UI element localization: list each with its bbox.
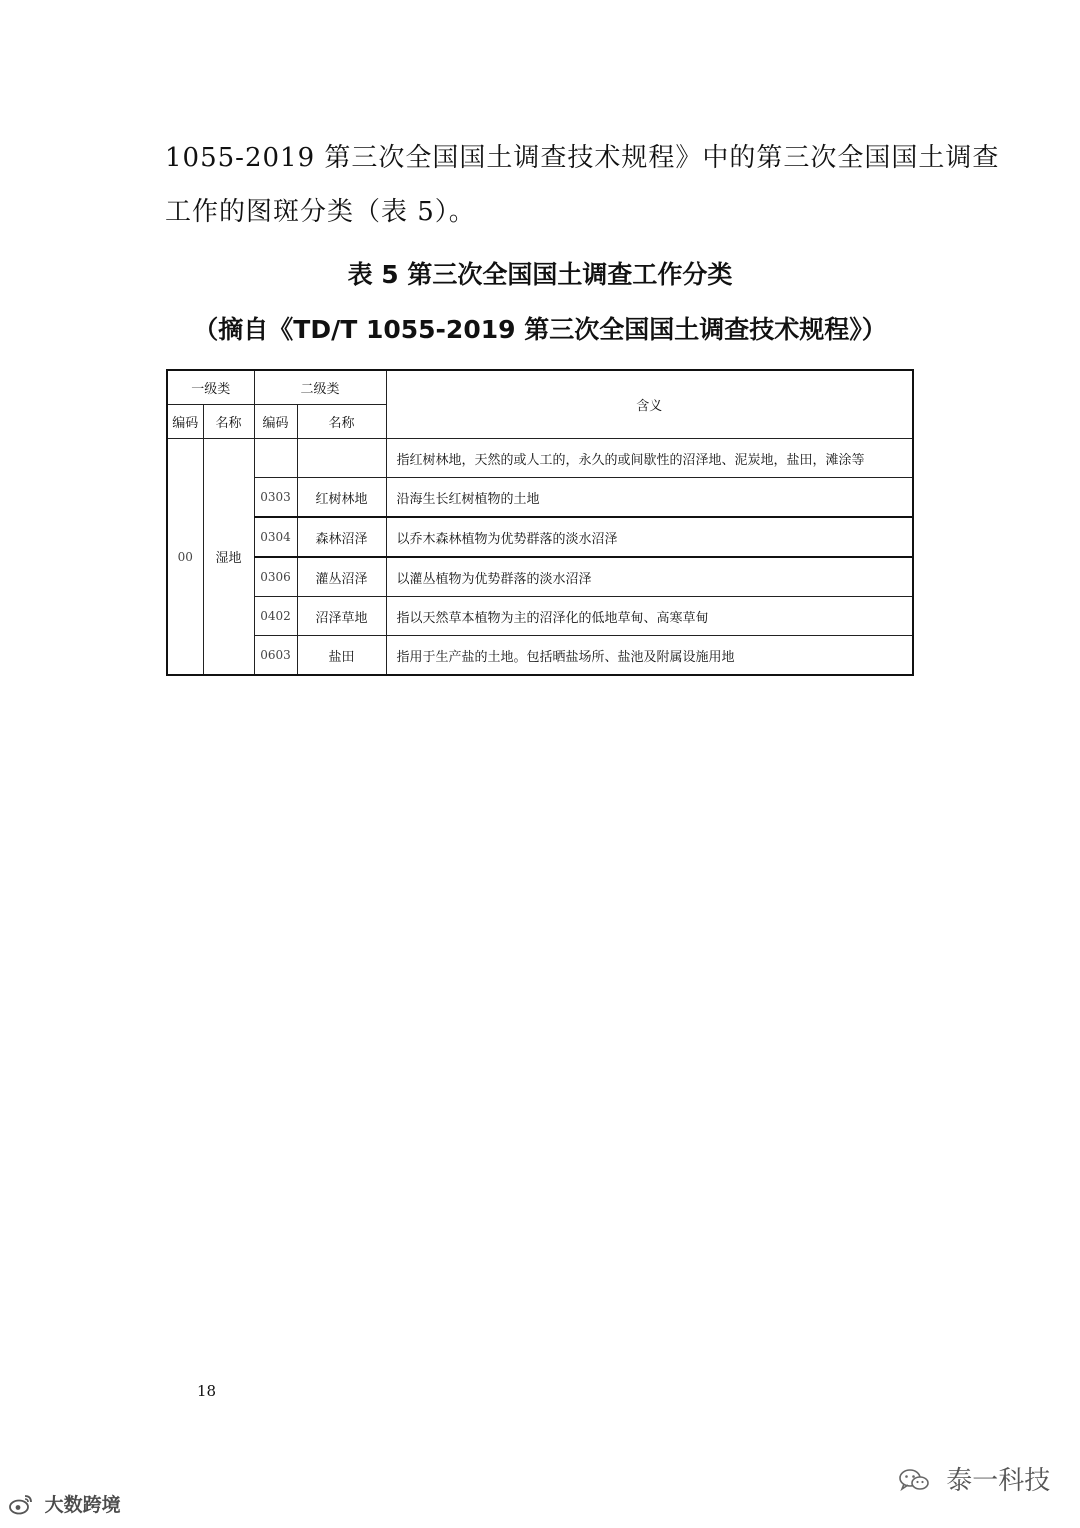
header-meaning: 含义: [386, 370, 913, 439]
level1-meaning: 指红树林地，天然的或人工的，永久的或间歇性的沼泽地、泥炭地，盐田，滩涂等: [386, 439, 913, 478]
row-code: 0304: [254, 517, 297, 557]
level1-code: 00: [167, 439, 203, 676]
header-level1: 一级类: [167, 370, 254, 405]
page-number: 18: [197, 1382, 217, 1400]
table-row: [167, 597, 913, 636]
table-title: 表 5 第三次全国国土调查工作分类: [347, 260, 733, 289]
weibo-icon: [8, 1493, 34, 1515]
watermark-right: [898, 1460, 1050, 1497]
wechat-icon: [898, 1468, 930, 1492]
table-row: [167, 557, 913, 597]
row-code: 0402: [254, 597, 297, 636]
table-row: [167, 636, 913, 676]
row-name: 红树林地: [297, 478, 386, 518]
table-source: （摘自《TD/T 1055-2019 第三次全国国土调查技术规程》）: [193, 315, 887, 344]
header-level2-code: 编码: [254, 405, 297, 439]
header-level1-code: 编码: [167, 405, 203, 439]
header-level2: 二级类: [254, 370, 386, 405]
watermark-left: [8, 1490, 121, 1517]
classification-table: [166, 369, 914, 676]
header-level2-name: 名称: [297, 405, 386, 439]
paragraph-line-2: 工作的图斑分类（表 5）。: [165, 197, 476, 227]
row-meaning: 以乔木森林植物为优势群落的淡水沼泽: [386, 517, 913, 557]
empty-name-cell: [297, 439, 386, 478]
empty-code-cell: [254, 439, 297, 478]
row-meaning: 指用于生产盐的土地。包括晒盐场所、盐池及附属设施用地: [386, 636, 913, 676]
row-code: 0303: [254, 478, 297, 518]
row-name: 盐田: [297, 636, 386, 676]
row-meaning: 以灌丛植物为优势群落的淡水沼泽: [386, 557, 913, 597]
paragraph-line-1: 1055-2019 第三次全国国土调查技术规程》中的第三次全国国土调查: [165, 143, 1000, 173]
table-row: [167, 517, 913, 557]
watermark-right-text: 泰一科技: [946, 1466, 1051, 1496]
watermark-left-text: 大数跨境: [44, 1494, 121, 1516]
row-name: 沼泽草地: [297, 597, 386, 636]
row-name: 灌丛沼泽: [297, 557, 386, 597]
table-row: [167, 478, 913, 518]
row-code: 0306: [254, 557, 297, 597]
header-level1-name: 名称: [203, 405, 254, 439]
row-meaning: 沿海生长红树植物的土地: [386, 478, 913, 518]
row-name: 森林沼泽: [297, 517, 386, 557]
row-code: 0603: [254, 636, 297, 676]
level1-name: 湿地: [203, 439, 254, 676]
row-meaning: 指以天然草本植物为主的沼泽化的低地草甸、高寒草甸: [386, 597, 913, 636]
